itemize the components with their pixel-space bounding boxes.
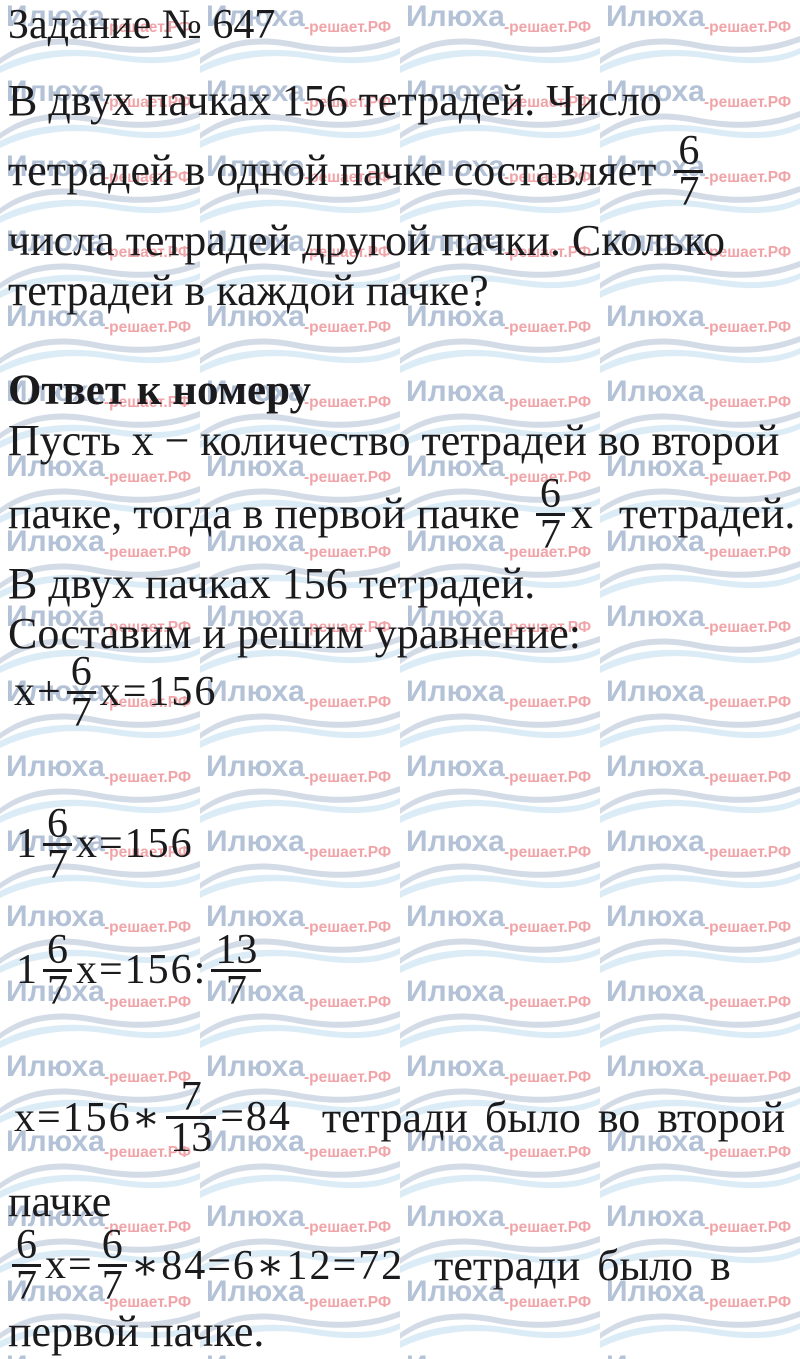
problem-line-2-text: тетрадей в одной пачке составляет [8, 145, 657, 195]
equation-1 [14, 648, 218, 736]
equation-2 [16, 800, 194, 888]
fraction-denominator: 7 [539, 511, 561, 558]
task-title: Задание № 647 [8, 2, 276, 48]
fraction-numerator: 6 [43, 933, 72, 972]
equation-5 [12, 1221, 731, 1309]
fraction-numerator: 13 [211, 933, 261, 972]
fraction-6-7 [12, 1221, 41, 1309]
fraction-denominator: 7 [225, 967, 247, 1014]
fraction-numerator: 6 [43, 807, 72, 846]
answer-line-2-variable: x [570, 488, 593, 538]
fraction-6-7 [536, 470, 565, 558]
problem-line-2 [8, 127, 703, 215]
equation-4-comment-continuation-text: пачке [8, 1176, 112, 1226]
problem-line-3-text: числа тетрадей другой пачки. Сколько [8, 215, 725, 265]
answer-line-1 [8, 412, 779, 470]
answer-line-2-post: тетрадей. [618, 488, 796, 538]
fraction-7-13 [166, 1073, 216, 1161]
equation-4-term-1: x=156∗ [14, 1095, 163, 1141]
fraction-denominator: 7 [47, 841, 68, 888]
problem-line-4-text: тетрадей в каждой пачке? [8, 265, 489, 315]
answer-line-3-text: В двух пачках 156 тетрадей. [8, 558, 536, 608]
fraction-6-7 [67, 648, 96, 736]
answer-line-2 [8, 470, 796, 558]
fraction-6-7 [43, 800, 72, 888]
fraction-13-7 [211, 926, 261, 1014]
equation-4-comment: тетради было во второй [321, 1092, 786, 1142]
equation-5-comment: тетради было в [434, 1240, 731, 1290]
fraction-6-7 [98, 1221, 127, 1309]
equation-2-term-2: x=156 [76, 821, 194, 867]
fraction-denominator: 7 [101, 1262, 123, 1309]
answer-line-1-text: Пусть x − количество тетрадей во второй [8, 415, 780, 465]
equation-3-term-1: 1 [16, 947, 39, 993]
problem-line-1-text: В двух пачках 156 тетрадей. Число [8, 75, 662, 125]
fraction-denominator: 7 [70, 689, 92, 736]
equation-5-comment-continuation-text: первой пачке. [8, 1306, 265, 1356]
fraction-numerator: 6 [536, 477, 565, 516]
fraction-numerator: 6 [67, 655, 96, 694]
fraction-6-7 [43, 926, 72, 1014]
fraction-denominator: 13 [170, 1114, 213, 1161]
equation-5-term-1: x= [45, 1242, 94, 1288]
equation-1-term-2: x=156 [99, 669, 218, 715]
equation-4 [14, 1073, 786, 1161]
equation-4-term-2: =84 [220, 1094, 292, 1140]
fraction-numerator: 7 [166, 1080, 216, 1119]
problem-line-4 [8, 262, 489, 320]
answer-line-4-text: Составим и решим уравнение: [8, 608, 582, 658]
fraction-denominator: 7 [16, 1262, 37, 1309]
answer-line-2-pre: пачке, тогда в первой пачке [8, 488, 520, 538]
equation-5-term-2: ∗84=6∗12=72 [130, 1243, 405, 1289]
equation-3 [16, 926, 261, 1014]
fraction-numerator: 6 [12, 1228, 41, 1267]
fraction-6-7 [674, 127, 703, 215]
equation-2-term-1: 1 [16, 821, 39, 867]
equation-1-term-1: x+ [14, 669, 63, 715]
answer-heading-text: Ответ к номеру [8, 367, 311, 415]
equation-3-term-2: x=156: [76, 947, 208, 993]
equation-5-comment-continuation [8, 1303, 264, 1359]
problem-line-1 [8, 72, 662, 130]
fraction-denominator: 7 [678, 168, 700, 215]
fraction-numerator: 6 [674, 134, 703, 173]
fraction-denominator: 7 [47, 967, 68, 1014]
fraction-numerator: 6 [98, 1228, 127, 1267]
